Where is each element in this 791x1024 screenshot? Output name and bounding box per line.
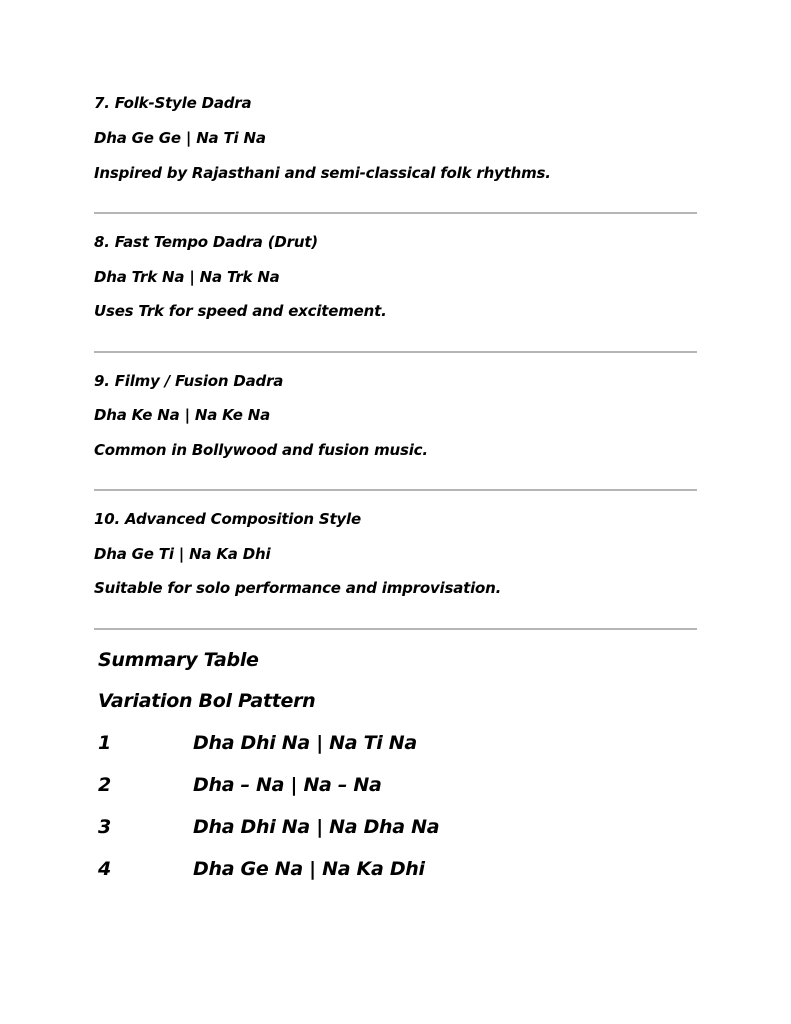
variation-title: 8. Fast Tempo Dadra (Drut)	[94, 233, 318, 251]
row-number: 2	[98, 774, 112, 796]
row-pattern: Dha Dhi Na | Na Ti Na	[193, 732, 417, 754]
row-number: 4	[98, 858, 112, 880]
variation-description: Common in Bollywood and fusion music.	[94, 441, 428, 459]
section-divider	[94, 351, 697, 353]
section-divider	[94, 489, 697, 491]
variation-description: Inspired by Rajasthani and semi-classical folk rhythms.	[94, 164, 551, 182]
variation-description: Uses Trk for speed and excitement.	[94, 302, 387, 320]
variation-pattern: Dha Trk Na | Na Trk Na	[94, 268, 280, 286]
variation-title: 10. Advanced Composition Style	[94, 510, 361, 528]
variation-pattern: Dha Ke Na | Na Ke Na	[94, 406, 271, 424]
variation-pattern: Dha Ge Ge | Na Ti Na	[94, 129, 266, 147]
section-divider	[94, 212, 697, 214]
row-number: 1	[98, 732, 112, 754]
row-pattern: Dha – Na | Na – Na	[193, 774, 382, 796]
row-pattern: Dha Ge Na | Na Ka Dhi	[193, 858, 425, 880]
summary-header: Variation Bol Pattern	[98, 690, 316, 712]
section-divider	[94, 628, 697, 630]
variation-title: 7. Folk-Style Dadra	[94, 94, 252, 112]
row-number: 3	[98, 816, 112, 838]
variation-pattern: Dha Ge Ti | Na Ka Dhi	[94, 545, 271, 563]
variation-title: 9. Filmy / Fusion Dadra	[94, 372, 284, 390]
variation-description: Suitable for solo performance and improvisation.	[94, 579, 502, 597]
summary-title: Summary Table	[98, 649, 259, 671]
row-pattern: Dha Dhi Na | Na Dha Na	[193, 816, 440, 838]
